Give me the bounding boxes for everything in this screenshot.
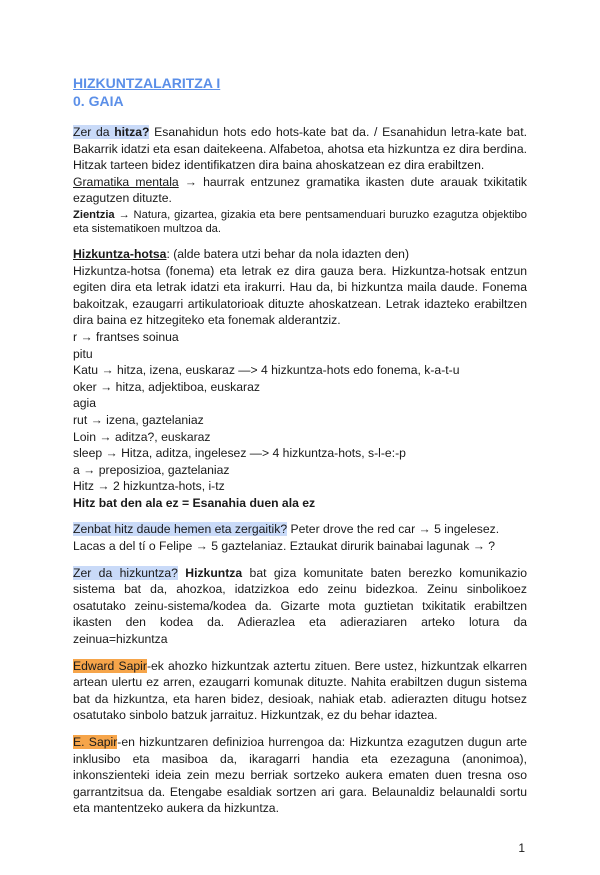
paragraph-text: Esanahidun hots edo hots-kate bat da. / Esanahidun letra-kate bat. Bakarrik idatzi eta esan daitekeena. Alfabetoa, ahotsa eta hizkuntza ez dira berdina. Hitzak tarteen bidez identifikatzen dira baina ahoskatzean ez dira erabiltzen. <box>73 125 527 173</box>
question-highlight: Zenbat hitz daude hemen eta zergaitik? <box>73 522 288 537</box>
example-line: oker → hitza, adjektiboa, euskaraz <box>73 379 260 394</box>
example-line: sleep → Hitza, aditza, ingelesez —> 4 hizkuntza-hots, s-l-e:-p <box>73 446 406 461</box>
question-bold: hitza? <box>114 125 150 139</box>
page-number: 1 <box>518 840 525 855</box>
paragraph-edward-sapir <box>73 658 527 724</box>
question-highlight <box>73 125 149 139</box>
term-gramatika-mentala: Gramatika mentala <box>73 174 179 189</box>
section-heading: 0. GAIA <box>73 93 124 109</box>
name-highlight: E. Sapir <box>73 735 118 749</box>
term-note: : (alde batera utzi behar da nola idazten den) <box>166 246 410 261</box>
paragraph-text: Hizkuntza-hotsa (fonema) eta letrak ez dira gauza bera. Hizkuntza-hotsak entzun egiten dira eta letrak idatzi eta irakurri. Hau da, bi hizkuntza maila daude. Fonema bakoitzak, ezaugarri artikulatorioak dituzte ahoskatzean. Letrak idazteko erabiltzen dira baina ez hitzegiteko eta fonemak alderantziz. <box>73 263 527 328</box>
question-text: Zer da <box>73 125 115 139</box>
question-highlight: Zer da hizkuntza? <box>73 565 178 580</box>
paragraph-hizkuntza <box>73 565 527 648</box>
paragraph-text: bat giza komunitate baten berezko komunikazio sistema bat da, ahozkoa, idatzizkoa edo zeinu bidezkoa. Zeinu sinbolikoez osatutako zeinu-sistema/kodea da. Gizarte mota guztietan txikitatik erabiltzen ikasten den kodea da. Adierazlea eta adieraziaren arteko lotura da zeinua=hizkuntza <box>73 565 527 647</box>
term-hizkuntza: Hizkuntza <box>177 565 243 580</box>
paragraph-text: -ek ahozko hizkuntzak aztertu zituen. Bere ustez, hizkuntzak elkarren artean ulertu ez arren, ezaugarri komunak dituzte. Nahita erabiltzen dugun sistema bat da hizkuntza, eta haren bidez, desioak, nahiak etab. adierazten ditugu hotsez osatutako sinbolo batzuk jarraituz. Hizkuntzak, ez du behar idaztea. <box>73 658 527 723</box>
example-line: r → frantses soinua <box>73 329 179 344</box>
paragraph-hitza <box>73 124 527 236</box>
example-line: Loin → aditza?, euskaraz <box>73 429 211 444</box>
example-line: Katu → hitza, izena, euskaraz —> 4 hizkuntza-hots edo fonema, k-a-t-u <box>73 363 460 378</box>
definition-text: → haurrak entzunez gramatika ikasten dute arauak txikitatik ezagutzen dituzte. <box>73 174 527 206</box>
example-line: a → preposizioa, gaztelaniaz <box>73 462 230 477</box>
example-line: rut → izena, gaztelaniaz <box>73 412 204 427</box>
zientzia-definition <box>73 208 527 236</box>
paragraph-text: -en hizkuntzaren definizioa hurrengoa da: Hizkuntza ezagutzen dugun arte inklusibo eta masiboa da, ikaragarri handia eta ezezaguna (anonimoa), inkonszienteki ideia zein mezu berriak sortzeko aukera ematen duen tresna oso garrantzitsua da. Etengabe esaldiak sortzen ari gara. Belaunaldiz belaunaldi sortu eta mantentzeko aukera da hizkuntza. <box>73 735 527 816</box>
paragraph-hizkuntza-hotsa <box>73 246 527 512</box>
paragraph-text: Peter drove the red car → 5 ingelesez. Lacas a del tí o Felipe → 5 gaztelaniaz. Eztaukat dirurik bainabai lagunak → ? <box>73 522 500 554</box>
example-line: pitu <box>73 346 93 361</box>
definition-text: → Natura, gizartea, gizakia eta bere pentsamenduari buruzko ezagutza objektibo eta sistematikoen multzoa da. <box>73 208 527 235</box>
document-title: HIZKUNTZALARITZA I <box>73 75 221 91</box>
term-hizkuntza-hotsa: Hizkuntza-hotsa <box>73 246 167 261</box>
conclusion-line: Hitz bat den ala ez = Esanahia duen ala ez <box>73 495 316 510</box>
term-zientzia: Zientzia <box>73 208 115 221</box>
example-line: Hitz → 2 hizkuntza-hots, i-tz <box>73 479 225 494</box>
paragraph-zenbat-hitz <box>73 521 527 554</box>
paragraph-sapir-definition <box>73 734 527 817</box>
name-highlight: Edward Sapir <box>73 658 147 673</box>
example-line: agia <box>73 396 97 411</box>
